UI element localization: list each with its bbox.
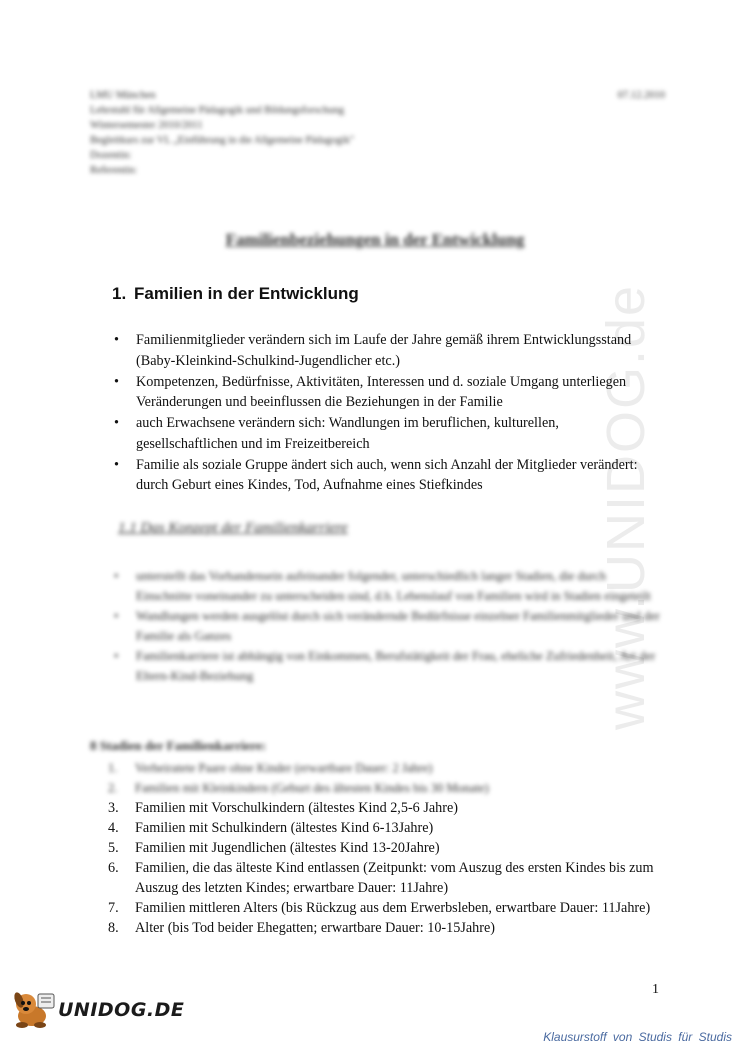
header-date: 07.12.2010 bbox=[617, 90, 665, 101]
document-title: Familienbeziehungen in der Entwicklung bbox=[225, 230, 525, 249]
stage-text: Familien mittleren Alters (bis Rückzug aus dem Erwerbsleben, erwartbare Dauer: 11Jahre) bbox=[135, 900, 651, 916]
stages-list bbox=[108, 758, 668, 938]
stages-heading: 8 Stadien der Familienkarriere: bbox=[90, 738, 267, 753]
stage-item bbox=[108, 758, 668, 778]
stage-number: 7. bbox=[108, 900, 119, 916]
stage-number: 8. bbox=[108, 920, 119, 936]
stage-text: Verheiratete Paare ohne Kinder (erwartbare Dauer: 2 Jahre) bbox=[135, 761, 433, 775]
stage-text: Familien mit Schulkindern (ältestes Kind 6-13Jahre) bbox=[135, 820, 434, 836]
dog-mascot-icon bbox=[12, 990, 58, 1030]
stage-item bbox=[108, 798, 668, 818]
section-1-bullet-list bbox=[112, 330, 662, 496]
stage-item bbox=[108, 778, 668, 798]
stage-number: 6. bbox=[108, 860, 119, 876]
bullet-item: • Familienmitglieder verändern sich im Laufe der Jahre gemäß ihrem Entwicklungsstand (Baby-Kleinkind-Schulkind-Jugendlicher etc.) bbox=[112, 330, 662, 371]
stage-number: 1. bbox=[108, 761, 118, 775]
header-line: Wintersemester 2010/2011 bbox=[90, 120, 203, 131]
stage-text: Familien mit Kleinkindern (Geburt des ältesten Kindes bis 30 Monate) bbox=[135, 781, 489, 795]
bullet-item: • Wandlungen werden ausgelöst durch sich verändernde Bedürfnisse einzelner Familienmitglieder und der Familie als Ganzes bbox=[112, 606, 662, 646]
stage-text: Familien, die das älteste Kind entlassen (Zeitpunkt: vom Auszug des ersten Kindes bis zum Auszug des letzten Kindes; erwartbare Dauer: 11Jahre) bbox=[135, 860, 654, 896]
stage-text: Familien mit Vorschulkindern (ältestes Kind 2,5-6 Jahre) bbox=[135, 800, 458, 816]
bullet-item: • unterstellt das Vorhandensein aufeinander folgender, unterschiedlich langer Stadien, die durch Einschnitte voneinander zu unterscheiden sind, d.h. Lebenslauf von Familien wird in Stadien eingeteilt bbox=[112, 566, 662, 606]
stage-number: 5. bbox=[108, 840, 119, 856]
header-line: Lehrstuhl für Allgemeine Pädagogik und Bildungsforschung bbox=[90, 105, 345, 116]
document-page: www.UNIDOG.de LMU München Lehrstuhl für Allgemeine Pädagogik und Bildungsforschung Wintersemester 2010/2011 Begleitkurs zur VL „Einführung in die Allgemeine Pädagogik" Dozentin: Referentin: 07.12.2010 Familienbeziehungen in der Entwicklung 1. Familien in der Entwicklung • Familienmitglieder verändern sich im Laufe der Jahre gemäß ihrem Entwicklungsstand (Baby-Kleinkind-Schulkind-Jugendlicher etc.) • Kompetenzen, Bedürfnisse, Aktivitäten, Interessen und d. soziale Umgang unterliegen Veränderungen und beeinflussen die Beziehungen in der Familie • auch Erwachsene verändern sich: Wandlungen im beruflichen, kulturellen, gesellschaftlichen und im Freizeitbereich • Familie als soziale Gruppe ändert sich auch, wenn sich Anzahl der Mitglieder verändert: durch Geburt eines Kindes, Tod, Aufnahme eines Stiefkindes 1.1 Das Konzept der Familienkarriere • unterstellt das Vorhandensein aufeinander folgender, unterschiedlich langer Stadien, die durch Einschnitte voneinander zu unterscheiden sind, d.h. Lebenslauf von Familien wird in Stadien eingeteilt • Wandlungen werden ausgelöst durch sich verändernde Bedürfnisse einzelner Familienmitglieder und der Familie als Ganzes • Familienkarriere ist abhängig von Einkommen, Berufstätigkeit der Frau, eheliche Zufriedenheit, Art der Eltern-Kind-Beziehung 8 Stadien der Familienkarriere: 1. Verheiratete Paare ohne Kinder (erwartbare Dauer: 2 Jahre) 2. Familien mit Kleinkindern (Geburt des ältesten Kindes bis 30 Monate) 3. Familien mit Vorschulkindern (ältestes Kind 2,5-6 Jahre) 4. Familien mit Schulkindern (ältestes Kind 6-13Jahre) 5. Familien mit Jugendlichen (ältestes Kind 13-20Jahre) 6. Familien, die das älteste Kind entlassen (Zeitpunkt: vom Auszug des ersten Kindes bis zum Auszug des letzten Kindes; erwartbare Dauer: 11Jahre) 7. Familien mittleren Alters (bis Rückzug aus dem Erwerbsleben, erwartbare Dauer: 11Jahre) 8. Alter (bis Tod beider Ehegatten; erwartbare Dauer: 10-15Jahre) 1 UNIDOG.DE Klausurstoff von Studis für Studis bbox=[0, 0, 750, 1060]
bullet-item: • Kompetenzen, Bedürfnisse, Aktivitäten, Interessen und d. soziale Umgang unterliegen Veränderungen und beeinflussen die Beziehungen in der Familie bbox=[112, 372, 662, 413]
stage-item bbox=[108, 898, 668, 918]
bullet-item: • auch Erwachsene verändern sich: Wandlungen im beruflichen, kulturellen, gesellschaftlichen und im Freizeitbereich bbox=[112, 413, 662, 454]
bullet-item: • Familienkarriere ist abhängig von Einkommen, Berufstätigkeit der Frau, eheliche Zufriedenheit, Art der Eltern-Kind-Beziehung bbox=[112, 646, 662, 686]
document-header bbox=[90, 88, 665, 178]
bullet-item: • Familie als soziale Gruppe ändert sich auch, wenn sich Anzahl der Mitglieder verändert: durch Geburt eines Kindes, Tod, Aufnahme eines Stiefkindes bbox=[112, 455, 662, 496]
stage-item bbox=[108, 818, 668, 838]
unidog-logo bbox=[12, 990, 185, 1030]
stage-number: 3. bbox=[108, 800, 119, 816]
stage-text: Alter (bis Tod beider Ehegatten; erwartbare Dauer: 10-15Jahre) bbox=[135, 920, 495, 936]
stage-text: Familien mit Jugendlichen (ältestes Kind 13-20Jahre) bbox=[135, 840, 440, 856]
stage-item bbox=[108, 918, 668, 938]
footer-tagline: Klausurstoff von Studis für Studis bbox=[543, 1030, 732, 1044]
section-1-number: 1. bbox=[112, 284, 127, 303]
header-line: Begleitkurs zur VL „Einführung in die Allgemeine Pädagogik" bbox=[90, 135, 355, 146]
stage-item bbox=[108, 838, 668, 858]
header-line: LMU München bbox=[90, 90, 156, 101]
logo-text: UNIDOG.DE bbox=[58, 999, 185, 1021]
section-1-1-heading: 1.1 Das Konzept der Familienkarriere bbox=[118, 520, 348, 536]
stage-number: 4. bbox=[108, 820, 119, 836]
header-line: Dozentin: bbox=[90, 150, 132, 161]
section-1-1-bullet-list bbox=[112, 566, 662, 686]
section-1-title: Familien in der Entwicklung bbox=[134, 284, 359, 303]
header-line: Referentin: bbox=[90, 165, 138, 176]
section-1-heading bbox=[112, 284, 359, 304]
stage-item bbox=[108, 858, 668, 898]
page-number: 1 bbox=[652, 982, 659, 997]
stage-number: 2. bbox=[108, 781, 118, 795]
